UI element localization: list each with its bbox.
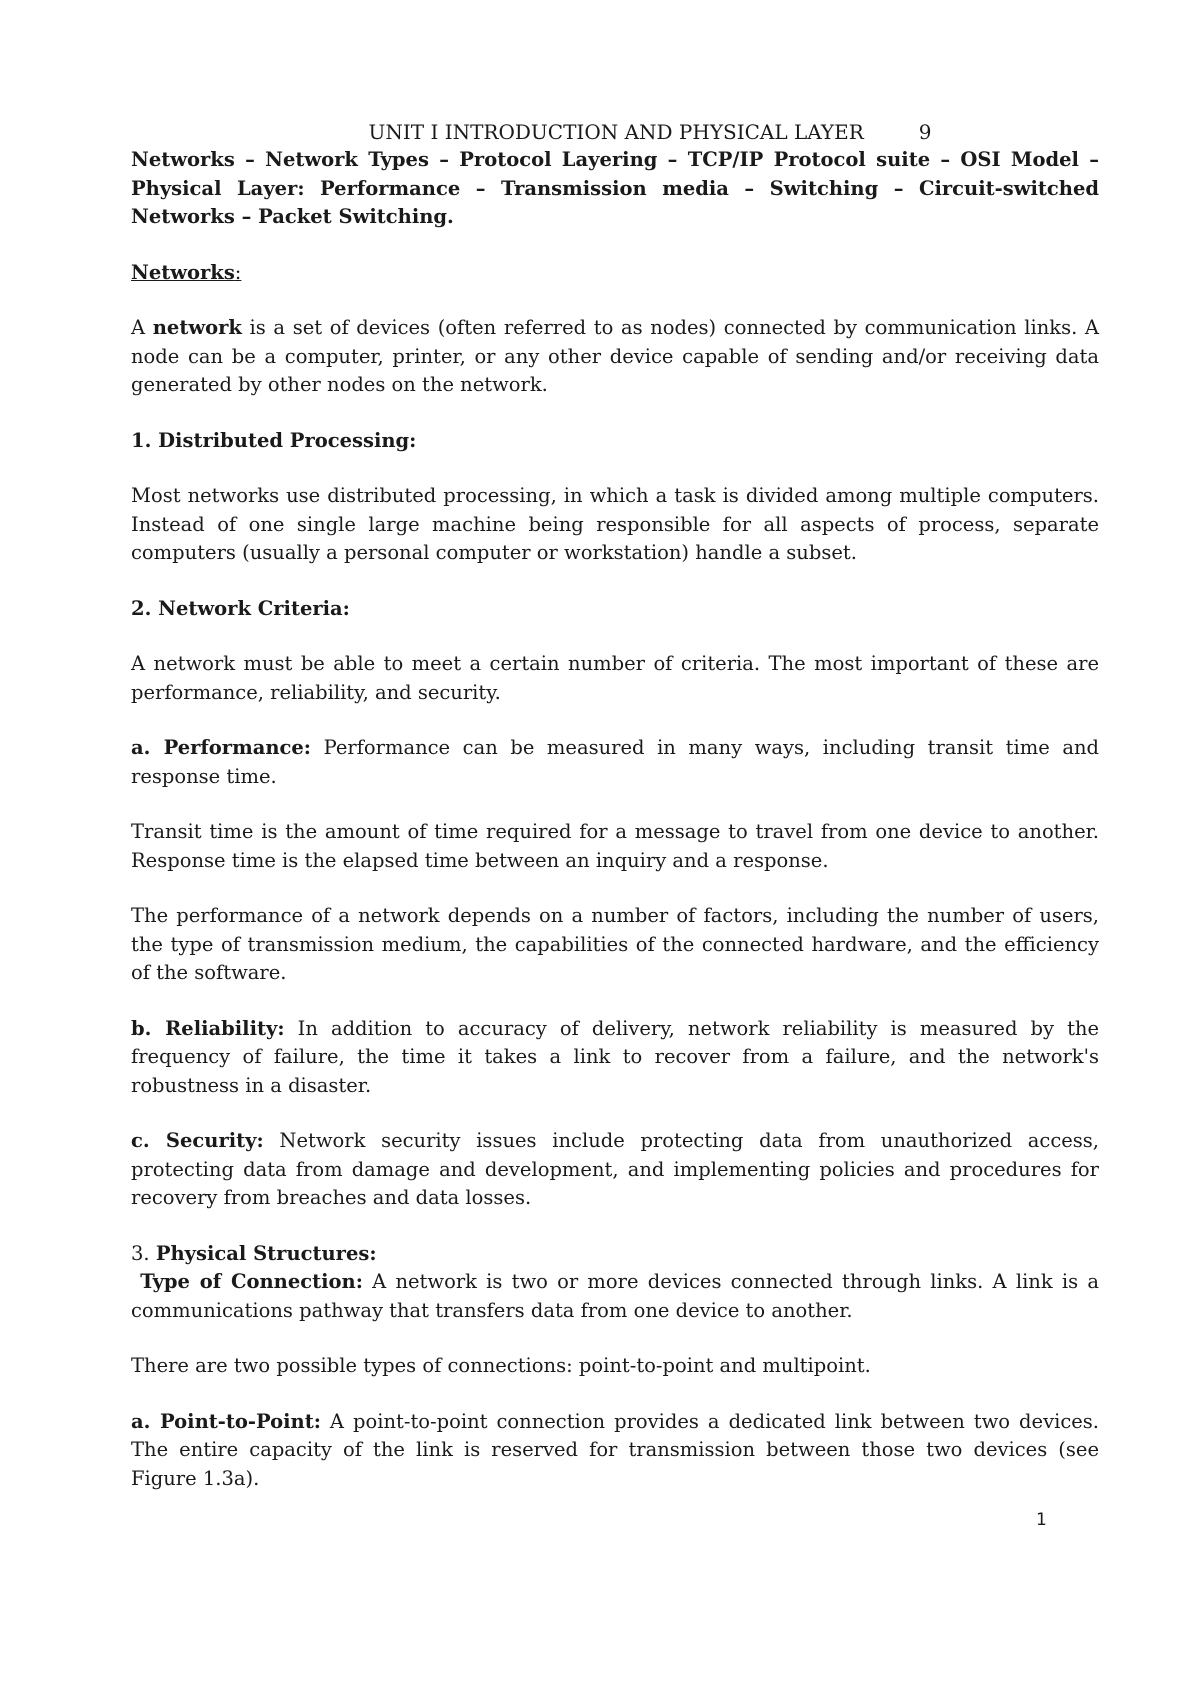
criteria-body: A network must be able to meet a certain number of criteria. The most important of these are performance, reliability, and security. [131,652,1099,704]
networks-def-pre: A [131,316,153,339]
reliability-label: b. Reliability: [131,1016,285,1040]
connection-types-paragraph: There are two possible types of connections: point-to-point and multipoint. [131,1354,871,1377]
distributed-body: Most networks use distributed processing, in which a task is divided among multiple computers. Instead of one single large machine being responsible for all aspects of process, separate computers (usually a personal computer or workstation) handle a subset. [131,484,1099,564]
performance-body: Performance can be measured in many ways, including transit time and response time. [131,736,1099,788]
security-paragraph [131,1127,1099,1213]
reliability-body: In addition to accuracy of delivery, network reliability is measured by the frequency of failure, the time it takes a link to recover from a failure, and the network's robustness in a disaster. [131,1016,1100,1097]
networks-def-term: network [152,316,242,339]
connection-paragraph [131,1268,1099,1325]
unit-title [131,118,1099,146]
unit-title-text: UNIT I INTRODUCTION AND PHYSICAL LAYER [368,120,864,144]
criteria-heading-text: 2. Network Criteria: [131,596,350,620]
connection-body: A network is two or more devices connected through links. A link is a communications pathway that transfers data from one device to another. [131,1270,1099,1322]
physical-heading [131,1240,1099,1269]
physical-heading-text: Physical Structures: [155,1241,377,1265]
factors-paragraph: The performance of a network depends on a number of factors, including the number of users, the type of transmission medium, the capabilities of the connected hardware, and the efficiency of the software. [131,904,1099,984]
physical-heading-num: 3. [131,1241,156,1265]
reliability-paragraph [131,1015,1099,1101]
security-body: Network security issues include protecting data from unauthorized access, protecting data from damage and development, and implementing policies and procedures for recovery from breaches and data losses. [131,1129,1099,1209]
p2p-body: A point-to-point connection provides a dedicated link between two devices. The entire capacity of the link is reserved for transmission between those two devices (see Figure 1.3a). [131,1409,1099,1490]
topics-list: Networks – Network Types – Protocol Layering – TCP/IP Protocol suite – OSI Model – Physical Layer: Performance – Transmission media – Switching – Circuit-switched Networks – Packet Switching. [131,148,1099,228]
point-to-point-paragraph [131,1408,1099,1494]
security-label: c. Security: [131,1129,264,1152]
transit-paragraph: Transit time is the amount of time required for a message to travel from one device to another. Response time is the elapsed time between an inquiry and a response. [131,820,1099,872]
connection-label: Type of Connection: [140,1270,363,1293]
distributed-heading [131,427,1099,456]
networks-heading-text: Networks [131,260,235,284]
networks-heading [131,259,1099,288]
networks-def-post: is a set of devices (often referred to as nodes) connected by communication links. A node can be a computer, printer, or any other device capable of sending and/or receiving data generated by other nodes on the network. [131,316,1100,396]
networks-definition [131,314,1099,400]
distributed-heading-text: 1. Distributed Processing: [131,428,417,452]
performance-paragraph [131,734,1099,791]
networks-heading-colon: : [234,260,242,284]
performance-label: a. Performance: [131,736,311,759]
document-page [131,118,1099,1520]
unit-hours: 9 [918,120,932,144]
p2p-label: a. Point-to-Point: [131,1409,321,1433]
page-number: 1 [1036,1510,1047,1530]
criteria-heading [131,595,1099,624]
